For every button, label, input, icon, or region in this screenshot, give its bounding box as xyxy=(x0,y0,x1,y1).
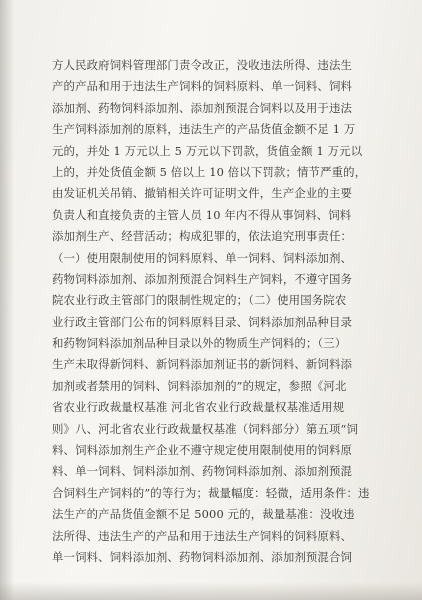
text-line: 省农业行政裁量权基准 河北省农业行政裁量权基准适用规 xyxy=(52,400,345,415)
text-line: 合饲料生产饲料的”的等行为；裁量幅度：轻微，适用条件：违 xyxy=(52,485,370,500)
text-line: （一）使用限制使用的饲料原料、单一饲料、饲料添加剂、 xyxy=(52,250,353,265)
text-line: 负责人和直接负责的主管人员 10 年内不得从事饲料、饲料 xyxy=(52,207,352,222)
text-line: 上的，并处货值金额 5 倍以上 10 倍以下罚款；情节严重的， xyxy=(52,164,367,179)
text-line: 产的产品和用于违法生产饲料的饲料原料、单一饲料、饲料 xyxy=(52,79,353,94)
text-line: 添加剂生产、经营活动；构成犯罪的，依法追究刑事责任： xyxy=(52,229,353,244)
text-line: 添加剂、药物饲料添加剂、添加剂预混合饲料以及用于违法 xyxy=(52,100,353,115)
text-line: 料、单一饲料、饲料添加剂、药物饲料添加剂、添加剂预混 xyxy=(52,464,353,479)
text-line: 则》八、河北省农业行政裁量权基准（饲料部分）第五项“饲 xyxy=(52,421,359,436)
text-line: 生产未取得新饲料、新饲料添加剂证书的新饲料、新饲料添 xyxy=(52,357,353,372)
text-line: 和药物饲料添加剂品种目录以外的物质生产饲料的；（三） xyxy=(52,336,347,351)
text-line: 方人民政府饲料管理部门责令改正，没收违法所得、违法生 xyxy=(52,58,353,72)
text-line: 单一饲料、饲料添加剂、药物饲料添加剂、添加剂预混合饲 xyxy=(52,549,353,564)
text-line: 法生产的产品货值金额不足 5000 元的，裁量基准：没收违 xyxy=(52,507,355,522)
text-line: 元的，并处 1 万元以上 5 万元以下罚款，货值金额 1 万元以 xyxy=(52,143,363,158)
text-line: 加剂或者禁用的饲料、饲料添加剂的”的规定，参照《河北 xyxy=(52,378,347,393)
text-line: 院农业行政主管部门的限制性规定的；（二）使用国务院农 xyxy=(52,293,347,308)
text-line: 业行政主管部门公布的饲料原料目录、饲料添加剂品种目录 xyxy=(52,314,353,329)
text-line: 法所得、违法生产的产品和用于违法生产饲料的饲料原料、 xyxy=(52,528,353,543)
text-line: 生产饲料添加剂的原料，违法生产的产品货值金额不足 1 万 xyxy=(52,122,356,137)
page-edge-shadow xyxy=(0,0,14,600)
body-text xyxy=(52,55,392,568)
text-line: 料、饲料添加剂生产企业不遵守规定使用限制使用的饲料原 xyxy=(52,443,353,458)
text-line: 由发证机关吊销、撤销相关许可证明文件，生产企业的主要 xyxy=(52,186,353,201)
page-bottom-shadow xyxy=(0,582,422,600)
text-line: 药物饲料添加剂、添加剂预混合饲料生产饲料，不遵守国务 xyxy=(52,271,353,286)
